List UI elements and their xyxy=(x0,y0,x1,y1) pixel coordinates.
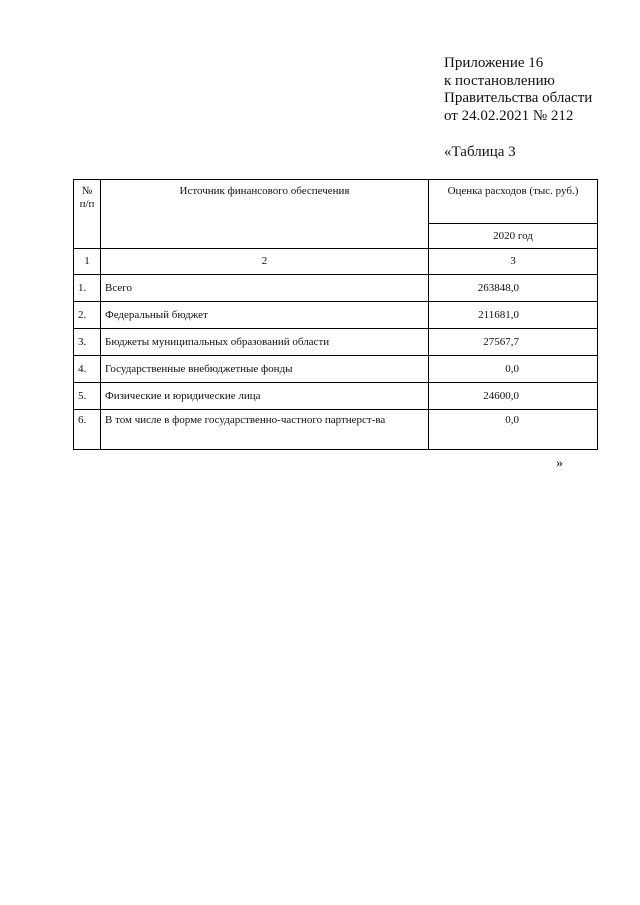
row-value: 0,0 xyxy=(429,410,598,450)
row-source: В том числе в форме государственно-частного партнерст-ва xyxy=(101,410,429,450)
table-row xyxy=(74,410,598,450)
table-row xyxy=(74,356,598,383)
row-source: Всего xyxy=(101,275,429,302)
row-value: 0,0 xyxy=(429,356,598,383)
row-num: 1. xyxy=(74,275,101,302)
index-cell: 2 xyxy=(101,249,429,275)
table-row xyxy=(74,275,598,302)
row-num: 2. xyxy=(74,302,101,329)
header-num: № п/п xyxy=(74,180,101,249)
row-value: 263848,0 xyxy=(429,275,598,302)
appendix-date-number: от 24.02.2021 № 212 xyxy=(444,107,574,124)
funding-table xyxy=(73,179,598,450)
row-source: Федеральный бюджет xyxy=(101,302,429,329)
row-value: 24600,0 xyxy=(429,383,598,410)
appendix-line-2: к постановлению xyxy=(444,72,555,89)
row-num: 5. xyxy=(74,383,101,410)
header-year: 2020 год xyxy=(429,224,598,249)
header-estimate: Оценка расходов (тыс. руб.) xyxy=(429,180,598,224)
row-source: Физические и юридические лица xyxy=(101,383,429,410)
header-source: Источник финансового обеспечения xyxy=(101,180,429,249)
appendix-title: Приложение 16 xyxy=(444,55,544,71)
row-value: 27567,7 xyxy=(429,329,598,356)
table-row xyxy=(74,329,598,356)
table-label: «Таблица 3 xyxy=(444,144,516,160)
index-cell: 3 xyxy=(429,249,598,275)
row-value: 211681,0 xyxy=(429,302,598,329)
appendix-line-3: Правительства области xyxy=(444,90,593,106)
row-source: Бюджеты муниципальных образований области xyxy=(101,329,429,356)
row-num: 6. xyxy=(74,410,101,450)
row-num: 4. xyxy=(74,356,101,383)
row-source: Государственные внебюджетные фонды xyxy=(101,356,429,383)
index-row xyxy=(74,249,598,275)
index-cell: 1 xyxy=(74,249,101,275)
table-row xyxy=(74,302,598,329)
closing-quote: » xyxy=(556,456,563,471)
table-row xyxy=(74,383,598,410)
document-header xyxy=(444,55,592,125)
row-num: 3. xyxy=(74,329,101,356)
